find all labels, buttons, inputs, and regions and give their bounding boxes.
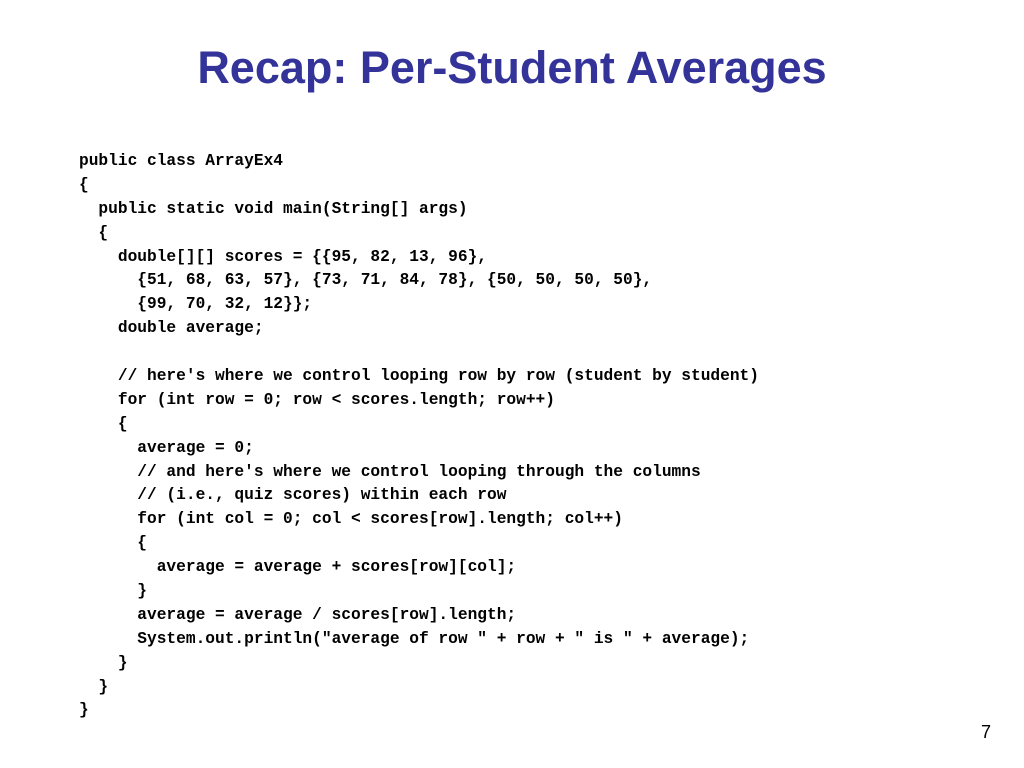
code-line: double[][] scores = {{95, 82, 13, 96}, [79, 247, 487, 266]
code-line: } [79, 653, 128, 672]
code-line: average = average / scores[row].length; [79, 605, 517, 624]
code-line: { [79, 223, 109, 242]
code-line: // and here's where we control looping through the columns [79, 462, 701, 481]
code-line: { [79, 534, 147, 553]
code-block [79, 150, 759, 723]
code-line: {99, 70, 32, 12}}; [79, 295, 313, 314]
code-line: { [79, 414, 128, 433]
code-line: } [79, 582, 147, 601]
code-line: for (int row = 0; row < scores.length; row++) [79, 390, 555, 409]
slide-title: Recap: Per-Student Averages [197, 42, 827, 93]
code-line: average = 0; [79, 438, 254, 457]
code-line: public static void main(String[] args) [79, 199, 468, 218]
code-line: {51, 68, 63, 57}, {73, 71, 84, 78}, {50, 50, 50, 50}, [79, 271, 653, 290]
page-number: 7 [980, 722, 991, 742]
code-line: System.out.println("average of row " + row + " is " + average); [79, 629, 750, 648]
code-line: public class ArrayEx4 [79, 152, 283, 170]
code-line [79, 341, 759, 365]
code-line: { [79, 175, 89, 194]
code-line: // (i.e., quiz scores) within each row [79, 486, 507, 505]
code-line: // here's where we control looping row by row (student by student) [79, 367, 759, 386]
code-line: } [79, 701, 89, 720]
code-line: for (int col = 0; col < scores[row].length; col++) [79, 510, 623, 529]
code-line: double average; [79, 319, 264, 338]
code-line: average = average + scores[row][col]; [79, 558, 517, 577]
code-line: } [79, 677, 109, 696]
